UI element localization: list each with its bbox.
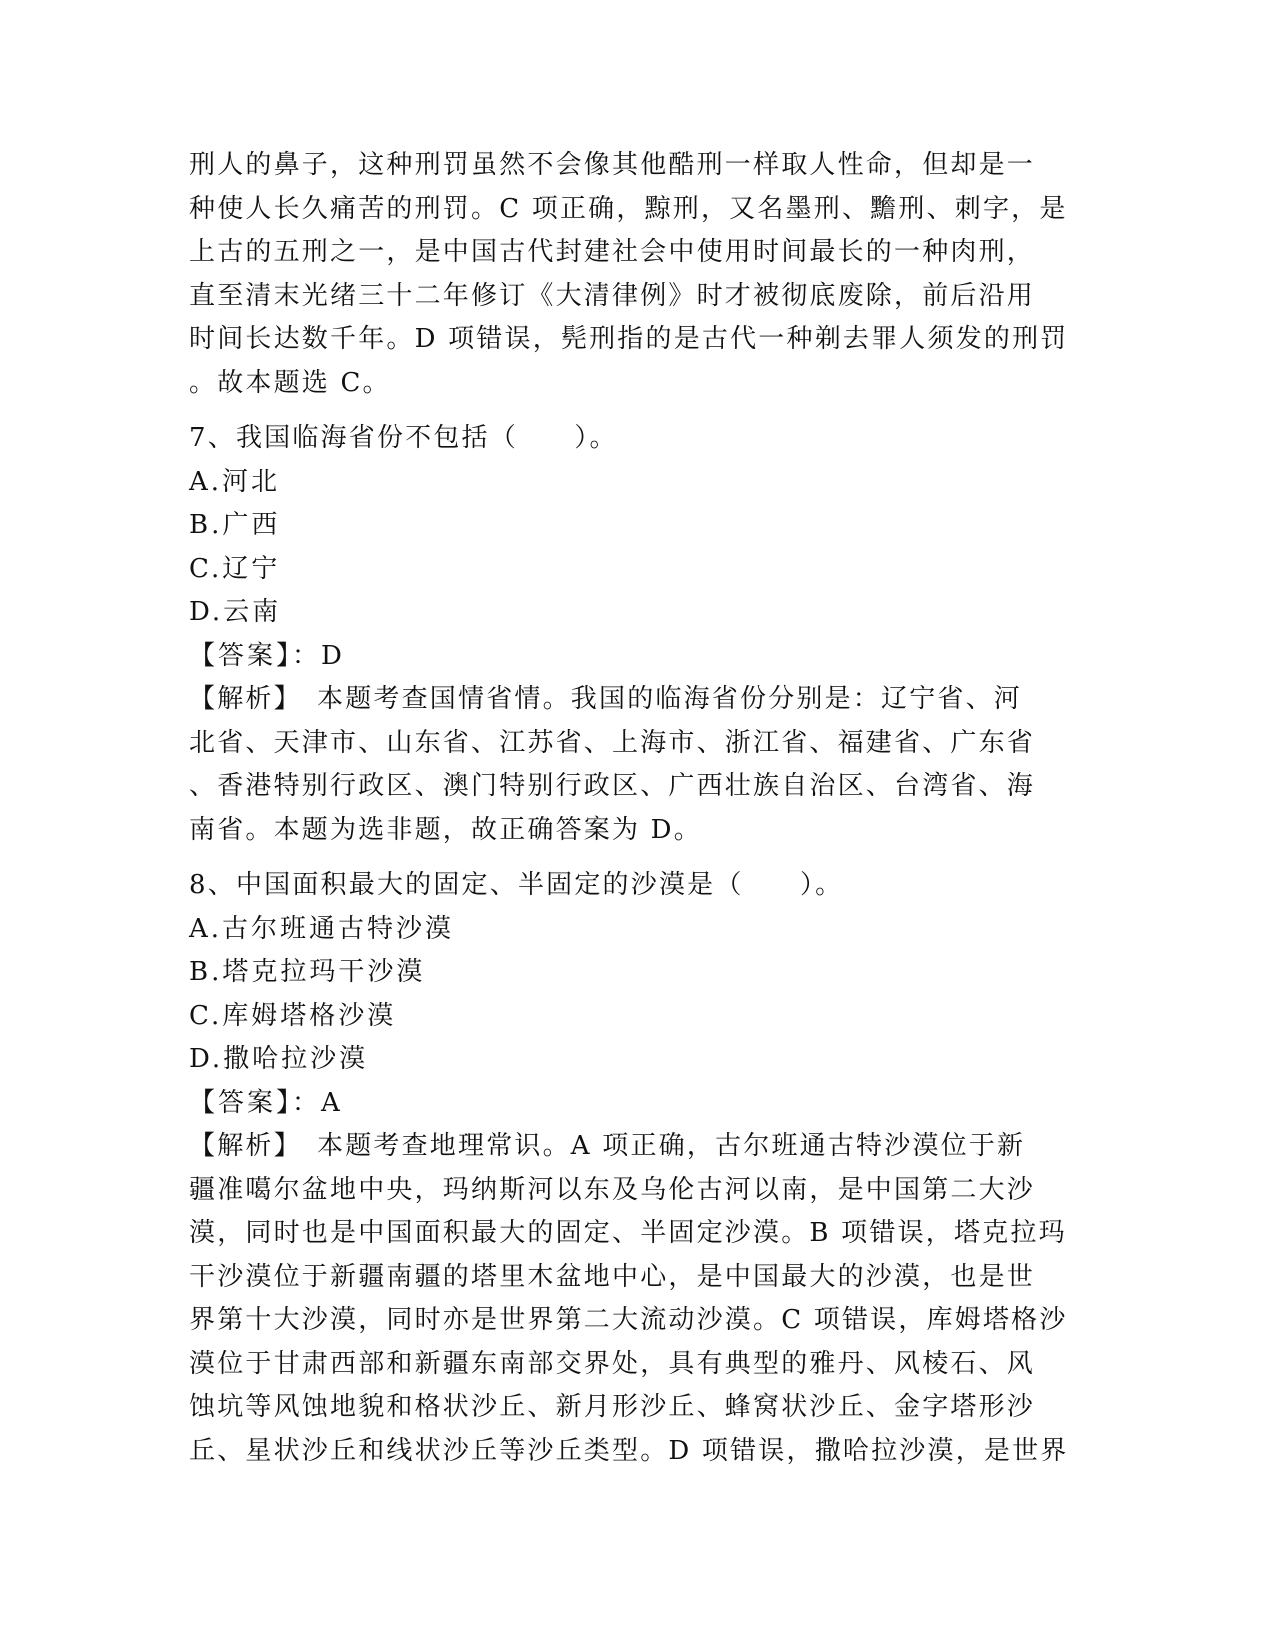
question-7 xyxy=(189,417,1085,852)
question-stem: 7、我国临海省份不包括（ ）。 xyxy=(189,423,618,453)
option-d: D.撒哈拉沙漠 xyxy=(189,1044,369,1074)
explanation-line: 丘、星状沙丘和线状沙丘等沙丘类型。D 项错误，撒哈拉沙漠，是世界 xyxy=(189,1435,1069,1466)
explanation-line: 漠，同时也是中国面积最大的固定、半固定沙漠。B 项错误，塔克拉玛 xyxy=(189,1218,1067,1248)
previous-explanation xyxy=(189,144,1085,405)
explanation-line: 【解析】 本题考查国情省情。我国的临海省份分别是：辽宁省、河 xyxy=(189,684,1023,714)
question-stem: 8、中国面积最大的固定、半固定的沙漠是（ ）。 xyxy=(189,870,844,900)
explanation-line: 干沙漠位于新疆南疆的塔里木盆地中心，是中国最大的沙漠，也是世 xyxy=(189,1261,1036,1292)
spacer xyxy=(189,405,1085,417)
spacer xyxy=(189,852,1085,864)
option-d: D.云南 xyxy=(189,597,282,627)
explanation-line: 。故本题选 C。 xyxy=(189,367,391,398)
option-c: C.辽宁 xyxy=(189,553,281,584)
option-c: C.库姆塔格沙漠 xyxy=(189,1000,397,1031)
explanation-line: 种使人长久痛苦的刑罚。C 项正确，黥刑，又名墨刑、黵刑、刺字，是 xyxy=(189,193,1068,224)
answer-line: 【答案】：A xyxy=(189,1087,343,1118)
document-page xyxy=(189,144,1085,1473)
explanation-line: 、香港特别行政区、澳门特别行政区、广西壮族自治区、台湾省、海 xyxy=(189,771,1036,801)
option-a: A.河北 xyxy=(189,466,281,497)
explanation-line: 北省、天津市、山东省、江苏省、上海市、浙江省、福建省、广东省 xyxy=(189,727,1036,758)
explanation-line: 漠位于甘肃西部和新疆东南部交界处，具有典型的雅丹、风棱石、风 xyxy=(189,1348,1036,1379)
explanation-line: 【解析】 本题考查地理常识。A 项正确，古尔班通古特沙漠位于新 xyxy=(189,1131,1026,1161)
option-b: B.塔克拉玛干沙漠 xyxy=(189,957,426,987)
question-8 xyxy=(189,864,1085,1473)
explanation-line: 疆准噶尔盆地中央，玛纳斯河以东及乌伦古河以南，是中国第二大沙 xyxy=(189,1174,1036,1205)
answer-line: 【答案】：D xyxy=(189,640,345,671)
explanation-line: 界第十大沙漠，同时亦是世界第二大流动沙漠。C 项错误，库姆塔格沙 xyxy=(189,1305,1068,1335)
explanation-line: 南省。本题为选非题，故正确答案为 D。 xyxy=(189,814,702,845)
explanation-line: 上古的五刑之一，是中国古代封建社会中使用时间最长的一种肉刑， xyxy=(189,237,1036,267)
option-b: B.广西 xyxy=(189,510,281,540)
explanation-line: 蚀坑等风蚀地貌和格状沙丘、新月形沙丘、蜂窝状沙丘、金字塔形沙 xyxy=(189,1392,1036,1422)
explanation-line: 刑人的鼻子，这种刑罚虽然不会像其他酷刑一样取人性命，但却是一 xyxy=(189,150,1036,180)
explanation-line: 时间长达数千年。D 项错误，髡刑指的是古代一种剃去罪人须发的刑罚 xyxy=(189,324,1069,354)
option-a: A.古尔班通古特沙漠 xyxy=(189,913,455,944)
explanation-line: 直至清末光绪三十二年修订《大清律例》时才被彻底废除，前后沿用 xyxy=(189,280,1036,311)
